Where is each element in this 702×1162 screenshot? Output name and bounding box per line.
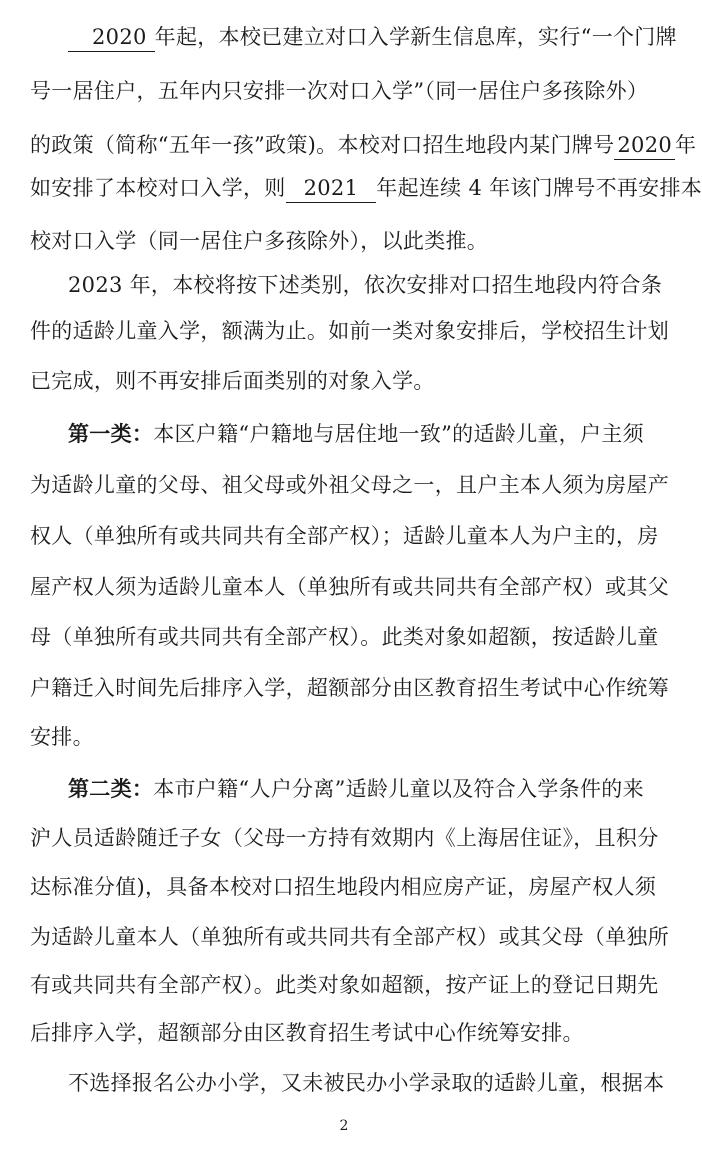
para5-line1: 不选择报名公办小学，又未被民办小学录取的适龄儿童，根据本 — [68, 1071, 665, 1095]
para3-line1 — [68, 414, 644, 454]
para1-line3 — [30, 125, 696, 165]
para4-text: 本市户籍“人户分离”适龄儿童以及符合入学条件的来 — [153, 777, 644, 801]
para4-line6: 后排序入学，超额部分由区教育招生考试中心作统筹安排。 — [30, 1021, 584, 1045]
para1-text: 年起，本校已建立对口入学新生信息库，实行“一个门牌 — [154, 25, 677, 49]
para3-line4: 屋产权人须为适龄儿童本人（单独所有或共同共有全部产权）或其父 — [30, 575, 669, 599]
year-underline: 2021 — [286, 174, 377, 203]
para1-text: 如安排了本校对口入学，则 — [30, 176, 286, 200]
para1-text: 的政策（简称“五年一孩”政策)。本校对口招生地段内某门牌号 — [30, 133, 615, 157]
year-underline: 2020 — [614, 131, 675, 160]
para3-line3: 权人（单独所有或共同共有全部产权）；适龄儿童本人为户主的，房 — [30, 524, 659, 548]
para4-line5: 有或共同共有全部产权）。此类对象如超额，按产证上的登记日期先 — [30, 973, 659, 997]
para3-text: 本区户籍“户籍地与居住地一致”的适龄儿童，户主须 — [153, 422, 644, 446]
para4-line3: 达标准分值)，具备本校对口招生地段内相应房产证，房屋产权人须 — [30, 875, 657, 899]
para3-line7: 安排。 — [30, 725, 94, 749]
para3-line6: 户籍迁入时间先后排序入学，超额部分由区教育招生考试中心作统筹 — [30, 676, 669, 700]
category-label: 第一类： — [68, 421, 154, 446]
para3-line5: 母（单独所有或共同共有全部产权）。此类对象如超额，按适龄儿童 — [30, 625, 659, 649]
para2-line2: 件的适龄儿童入学，额满为止。如前一类对象安排后，学校招生计划 — [30, 319, 669, 343]
para1-line4 — [30, 168, 702, 208]
para3-line2: 为适龄儿童的父母、祖父母或外祖父母之一，且户主本人须为房屋产 — [30, 473, 669, 497]
para1-text: 年起连续 4 年该门牌号不再安排本 — [376, 176, 702, 200]
para1-line1 — [68, 17, 677, 57]
page-number: 2 — [339, 1118, 349, 1134]
category-label: 第二类： — [68, 776, 154, 801]
para2-line3: 已完成，则不再安排后面类别的对象入学。 — [30, 369, 435, 393]
para4-line1 — [68, 769, 644, 809]
para1-text: 年 — [675, 133, 697, 157]
para4-line4: 为适龄儿童本人（单独所有或共同共有全部产权）或其父母（单独所 — [30, 925, 669, 949]
para1-line5: 校对口入学（同一居住户多孩除外），以此类推。 — [30, 229, 489, 253]
year-underline: 2020 — [68, 23, 155, 52]
para4-line2: 沪人员适龄随迁子女（父母一方持有效期内《上海居住证》，且积分 — [30, 826, 659, 850]
para1-line2: 号一居住户，五年内只安排一次对口入学”（同一居住户多孩除外） — [30, 79, 649, 103]
para2-line1: 2023 年，本校将按下述类别，依次安排对口招生地段内符合条 — [68, 273, 663, 297]
